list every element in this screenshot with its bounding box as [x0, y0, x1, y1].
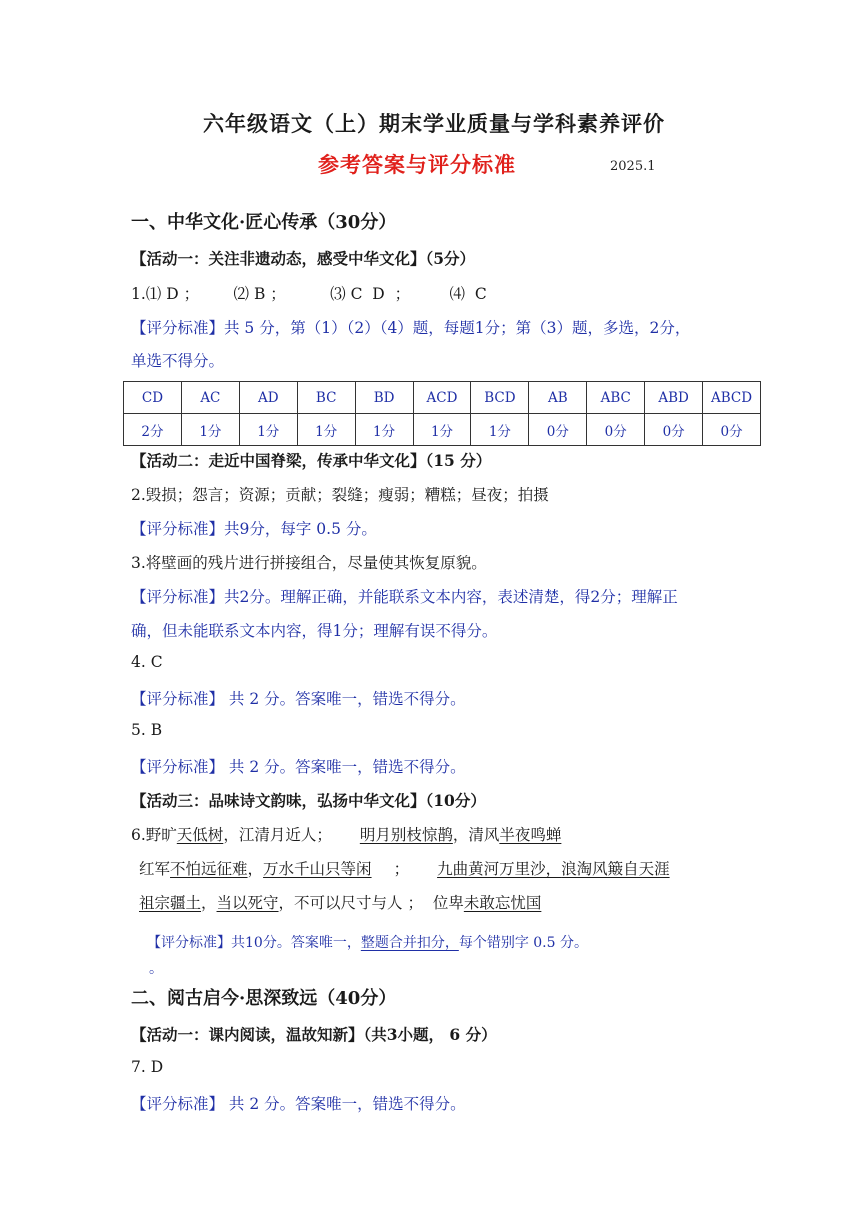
q6-blank: 半夜鸣蝉 — [499, 826, 562, 844]
q6-text: ，江清月近人； — [223, 826, 332, 844]
q1-criteria: 【评分标准】共 5 分，第（1）（2）（4）题，每题1分；第（3）题，多选，2分， — [131, 319, 691, 337]
q4-criteria: 【评分标准】 共 2 分。答案唯一，错选不得分。 — [131, 690, 466, 708]
q6-blank: 未敢忘忧国 — [463, 894, 542, 912]
q5-criteria: 【评分标准】 共 2 分。答案唯一，错选不得分。 — [131, 758, 466, 776]
table-cell-points: 1分 — [239, 414, 297, 446]
q2-criteria: 【评分标准】共9分，每字 0.5 分。 — [131, 520, 377, 538]
table-cell-choice: ABCD — [703, 382, 761, 414]
q6-blank: 明月别枝惊鹊 — [359, 826, 453, 844]
table-cell-points: 0分 — [529, 414, 587, 446]
page-title: 六年级语文（上）期末学业质量与学科素养评价 — [203, 111, 665, 136]
table-cell-points: 1分 — [355, 414, 413, 446]
q1-criteria-cont: 单选不得分。 — [131, 352, 225, 370]
table-cell-points: 1分 — [181, 414, 239, 446]
q6-answer-row-1 — [131, 823, 561, 845]
q6-blank: 浪淘风簸自天涯 — [561, 860, 670, 878]
q6-criteria-text: 【评分标准】共10分。答案唯一， — [147, 935, 361, 951]
q6-blank: 当以死守 — [216, 894, 279, 912]
q6-text: 6.野旷 — [131, 826, 177, 844]
q6-blank: 不怕远征难 — [170, 860, 248, 878]
q6-text: 红军 — [139, 860, 171, 878]
q7-answer: 7. D — [131, 1058, 164, 1076]
table-cell-points: 1分 — [471, 414, 529, 446]
q6-text: ； — [393, 860, 410, 878]
table-cell-choice: AD — [239, 382, 297, 414]
activity-heading-b1: 【活动一：课内阅读，温故知新】（共3小题， 6 分） — [131, 1025, 497, 1044]
table-cell-choice: AB — [529, 382, 587, 414]
section-heading-2: 二、阅古启今·思深致远（40分） — [131, 988, 397, 1009]
q6-text: ，清风 — [452, 826, 500, 844]
table-cell-points: 1分 — [297, 414, 355, 446]
activity-heading-1: 【活动一：关注非遗动态，感受中华文化】（5分） — [131, 249, 476, 268]
table-cell-points: 0分 — [703, 414, 761, 446]
page-subtitle: 参考答案与评分标准 — [318, 152, 516, 177]
q4-answer: 4. C — [131, 653, 163, 671]
q6-answer-row-3 — [139, 891, 541, 913]
date-label: 2025.1 — [610, 159, 656, 174]
q6-blank: 万水千山只等闲 — [263, 860, 372, 878]
q2-answer: 2.毁损；怨言；资源；贡献；裂缝；瘦弱；糟糕；昼夜；拍摄 — [131, 486, 549, 504]
table-cell-choice: CD — [124, 382, 182, 414]
stray-mark: 。 — [149, 961, 163, 977]
q3-answer: 3.将壁画的残片进行拼接组合，尽量使其恢复原貌。 — [131, 554, 487, 572]
activity-heading-2: 【活动二：走近中国脊梁，传承中华文化】（15 分） — [131, 451, 492, 470]
table-cell-points: 0分 — [645, 414, 703, 446]
table-row — [124, 414, 761, 446]
table-cell-choice: ACD — [413, 382, 471, 414]
q5-answer: 5. B — [131, 721, 163, 739]
activity-heading-3: 【活动三：品味诗文韵味，弘扬中华文化】（10分） — [131, 791, 486, 810]
table-cell-points: 0分 — [587, 414, 645, 446]
q6-criteria-underlined: 整题合并扣分， — [360, 935, 459, 951]
table-cell-points: 1分 — [413, 414, 471, 446]
q6-answer-row-2 — [139, 857, 670, 879]
q6-blank: 九曲黄河万里沙， — [437, 860, 562, 878]
score-table — [123, 381, 761, 446]
q6-criteria-text: 每个错别字 0.5 分。 — [458, 935, 588, 951]
section-heading-1: 一、中华文化·匠心传承（30分） — [131, 212, 397, 233]
q1-answer: 1.⑴ D ； ⑵ B ； ⑶ C D ； ⑷ C — [131, 285, 487, 303]
table-cell-points: 2分 — [124, 414, 182, 446]
q6-text: ， — [247, 860, 264, 878]
q7-criteria: 【评分标准】 共 2 分。答案唯一，错选不得分。 — [131, 1095, 466, 1113]
q6-blank: 祖宗疆土 — [139, 894, 202, 912]
q6-blank: 天低树 — [176, 826, 224, 844]
q6-text: ， — [201, 894, 217, 912]
table-cell-choice: ABD — [645, 382, 703, 414]
table-row — [124, 382, 761, 414]
table-cell-choice: BD — [355, 382, 413, 414]
table-cell-choice: ABC — [587, 382, 645, 414]
table-cell-choice: BCD — [471, 382, 529, 414]
table-cell-choice: BC — [297, 382, 355, 414]
q6-text: ，不可以尺寸与人 ； 位卑 — [278, 894, 464, 912]
q3-criteria: 【评分标准】共2分。理解正确，并能联系文本内容，表述清楚，得2分；理解正 — [131, 588, 678, 606]
q6-criteria — [147, 932, 588, 952]
q3-criteria-cont: 确，但未能联系文本内容，得1分；理解有误不得分。 — [131, 622, 498, 640]
table-cell-choice: AC — [181, 382, 239, 414]
